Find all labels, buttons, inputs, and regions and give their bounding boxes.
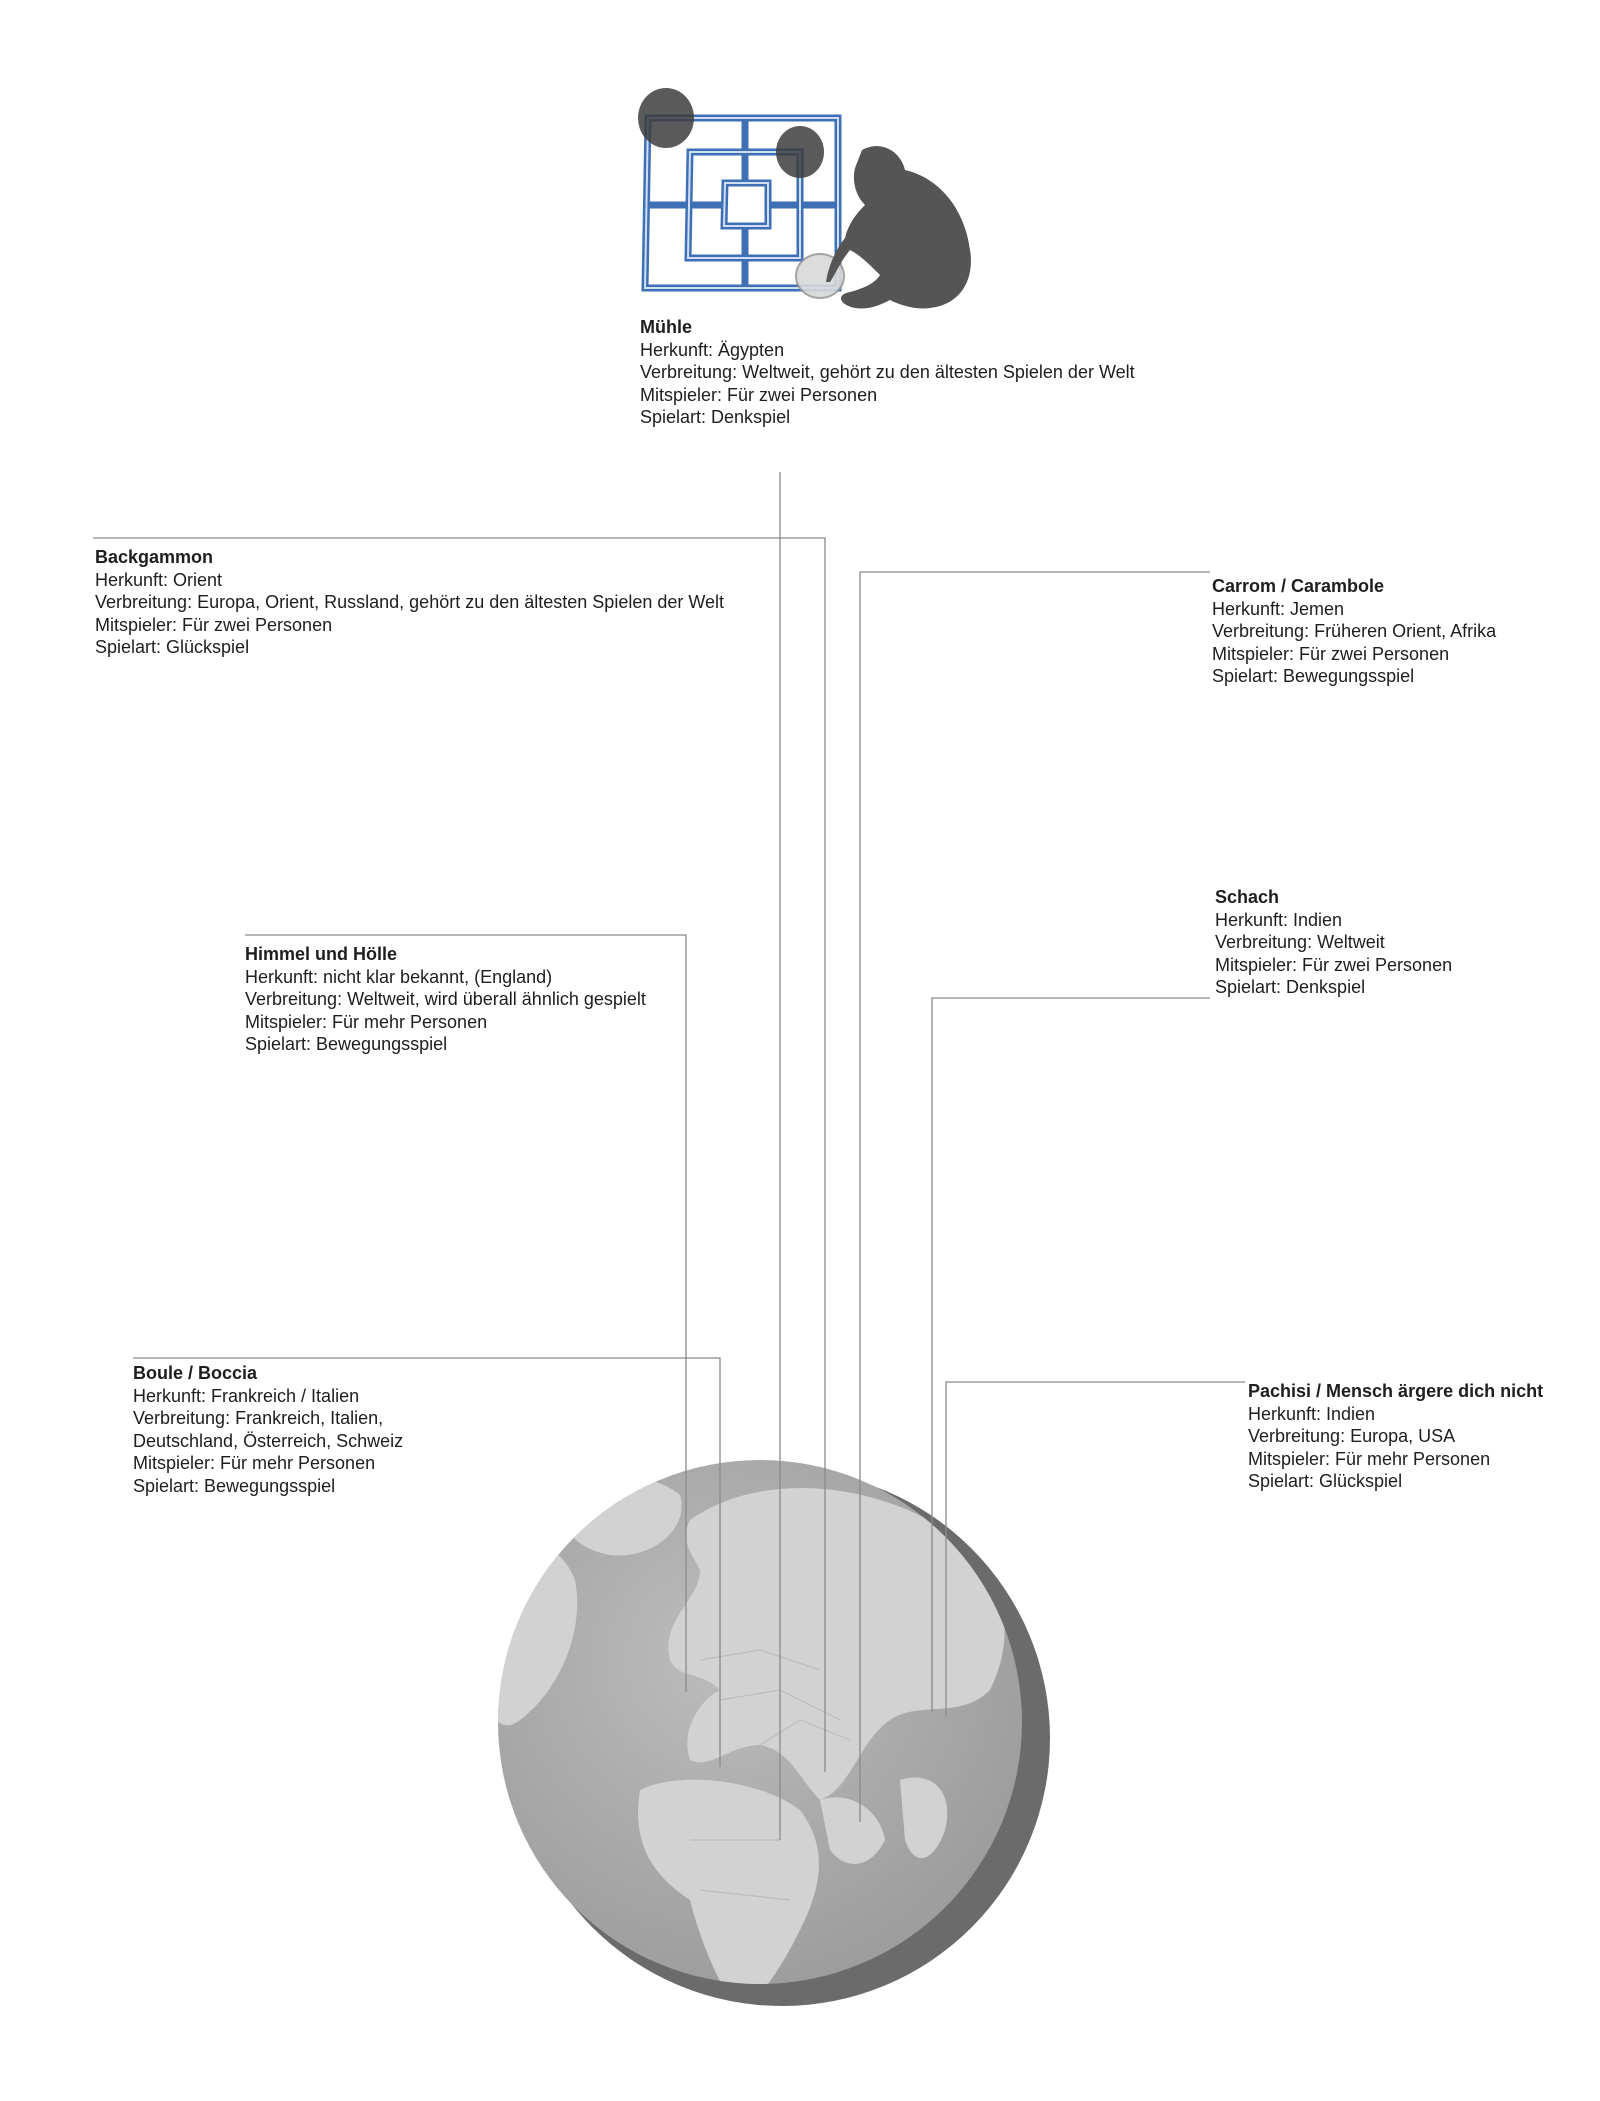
game-type: Spielart: Bewegungsspiel (1212, 666, 1415, 687)
game-type: Spielart: Bewegungsspiel (133, 1475, 336, 1496)
person-silhouette (826, 146, 971, 308)
muehle-piece-dark (638, 88, 694, 148)
game-title: Schach (1215, 887, 1280, 907)
info-carrom (1212, 575, 1496, 688)
game-title: Himmel und Hölle (245, 944, 398, 964)
game-spread: Verbreitung: Weltweit, gehört zu den ältesten Spielen der Welt (640, 362, 1135, 383)
game-type: Spielart: Bewegungsspiel (245, 1034, 448, 1055)
game-spread: Verbreitung: Früheren Orient, Afrika (1212, 621, 1497, 642)
game-title: Pachisi / Mensch ärgere dich nicht (1248, 1381, 1544, 1401)
game-players: Mitspieler: Für zwei Personen (640, 384, 878, 405)
game-title: Backgammon (95, 547, 214, 567)
game-title: Mühle (640, 317, 692, 337)
game-title: Boule / Boccia (133, 1363, 258, 1383)
game-players: Mitspieler: Für zwei Personen (95, 614, 333, 635)
game-players: Mitspieler: Für mehr Personen (133, 1453, 376, 1474)
globe (478, 1460, 1050, 2010)
info-himmel-und-hoelle (245, 943, 646, 1056)
game-origin: Herkunft: Indien (1215, 909, 1343, 930)
game-spread-cont: Deutschland, Österreich, Schweiz (133, 1430, 404, 1451)
muehle-piece-dark (776, 126, 824, 178)
game-type: Spielart: Denkspiel (640, 407, 791, 428)
muehle-illustration (638, 88, 971, 308)
game-players: Mitspieler: Für mehr Personen (1248, 1448, 1491, 1469)
game-type: Spielart: Glückspiel (95, 637, 250, 658)
info-schach (1215, 886, 1452, 999)
info-muehle (640, 316, 1135, 429)
game-spread: Verbreitung: Weltweit, wird überall ähnlich gespielt (245, 989, 646, 1010)
info-backgammon (95, 546, 724, 659)
info-boule (133, 1362, 403, 1498)
game-players: Mitspieler: Für zwei Personen (1215, 954, 1453, 975)
game-spread: Verbreitung: Europa, USA (1248, 1426, 1456, 1447)
game-type: Spielart: Glückspiel (1248, 1471, 1403, 1492)
game-origin: Herkunft: Jemen (1212, 598, 1345, 619)
game-title: Carrom / Carambole (1212, 576, 1385, 596)
info-pachisi (1248, 1380, 1543, 1493)
game-players: Mitspieler: Für mehr Personen (245, 1011, 488, 1032)
game-players: Mitspieler: Für zwei Personen (1212, 643, 1450, 664)
game-spread: Verbreitung: Europa, Orient, Russland, gehört zu den ältesten Spielen der Welt (95, 592, 725, 613)
game-origin: Herkunft: Ägypten (640, 339, 785, 360)
game-origin: Herkunft: nicht klar bekannt, (England) (245, 966, 553, 987)
game-spread: Verbreitung: Weltweit (1215, 932, 1385, 953)
game-spread: Verbreitung: Frankreich, Italien, (133, 1408, 384, 1429)
game-origin: Herkunft: Indien (1248, 1403, 1376, 1424)
game-origin: Herkunft: Frankreich / Italien (133, 1385, 360, 1406)
game-origin: Herkunft: Orient (95, 569, 223, 590)
game-type: Spielart: Denkspiel (1215, 977, 1366, 998)
